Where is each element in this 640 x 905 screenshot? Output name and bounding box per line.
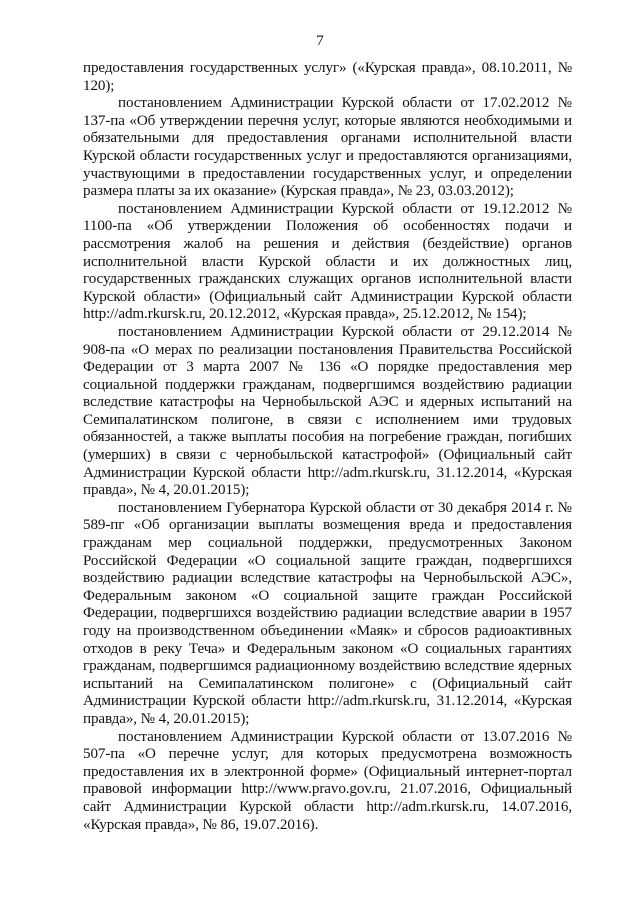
paragraph-resolution-1100-pa: постановлением Администрации Курской области от 19.12.2012 № 1100-па «Об утверждении Положения об особенностях подачи и рассмотрения жалоб на решения и действия (бездействие) органов исполнительной власти Курской области и их должностных лиц, государственных гражданских служащих органов исполнительной власти Курской области» (Официальный сайт Администрации Курской области http://adm.rkursk.ru, 20.12.2012, «Курская правда», 25.12.2012, № 154); — [83, 200, 572, 323]
paragraph-resolution-137-pa: постановлением Администрации Курской области от 17.02.2012 № 137-па «Об утверждении перечня услуг, которые являются необходимыми и обязательными для предоставления органами исполнительной власти Курской области государственных услуг и предоставляются организациями, участвующими в предоставлении государственных услуг, и определении размера платы за их оказание» (Курская правда», № 23, 03.03.2012); — [83, 95, 572, 200]
paragraph-continuation: предоставления государственных услуг» («Курская правда», 08.10.2011, № 120); — [83, 60, 572, 94]
paragraph-resolution-908-pa: постановлением Администрации Курской области от 29.12.2014 № 908-па «О мерах по реализации постановления Правительства Российской Федерации от 3 марта 2007 № 136 «О порядке предоставления мер социальной поддержки гражданам, подвергшимся воздействию радиации вследствие катастрофы на Чернобыльской АЭС и ядерных испытаний на Семипалатинском полигоне, в связи с исполнением ими трудовых обязанностей, а также выплаты пособия на погребение граждан, погибших (умерших) в связи с чернобыльской катастрофой» (Официальный сайт Администрации Курской области http://adm.rkursk.ru, 31.12.2014, «Курская правда», № 4, 20.01.2015); — [83, 323, 572, 499]
paragraph-resolution-507-pa: постановлением Администрации Курской области от 13.07.2016 № 507-па «О перечне услуг, для которых предусмотрена возможность предоставления их в электронной форме» (Официальный интернет-портал правовой информации http://www.pravo.gov.ru, 21.07.2016, Официальный сайт Администрации Курской области http://adm.rkursk.ru, 14.07.2016, «Курская правда», № 86, 19.07.2016). — [83, 728, 572, 833]
document-body — [83, 60, 572, 834]
page-number: 7 — [316, 33, 324, 49]
paragraph-resolution-589-pg: постановлением Губернатора Курской области от 30 декабря 2014 г. № 589-пг «Об организации выплаты возмещения вреда и предоставления гражданам мер социальной поддержки, предусмотренных Законом Российской Федерации «О социальной защите граждан, подвергшихся воздействию радиации вследствие катастрофы на Чернобыльской АЭС», Федеральным законом «О социальной защите граждан Российской Федерации, подвергшихся воздействию радиации вследствие аварии в 1957 году на производственном объединении «Маяк» и сбросов радиоактивных отходов в реку Теча» и Федеральным законом «О социальных гарантиях гражданам, подвергшимся радиационному воздействию вследствие ядерных испытаний на Семипалатинском полигоне» с (Официальный сайт Администрации Курской области http://adm.rkursk.ru, 31.12.2014, «Курская правда», № 4, 20.01.2015); — [83, 499, 572, 727]
